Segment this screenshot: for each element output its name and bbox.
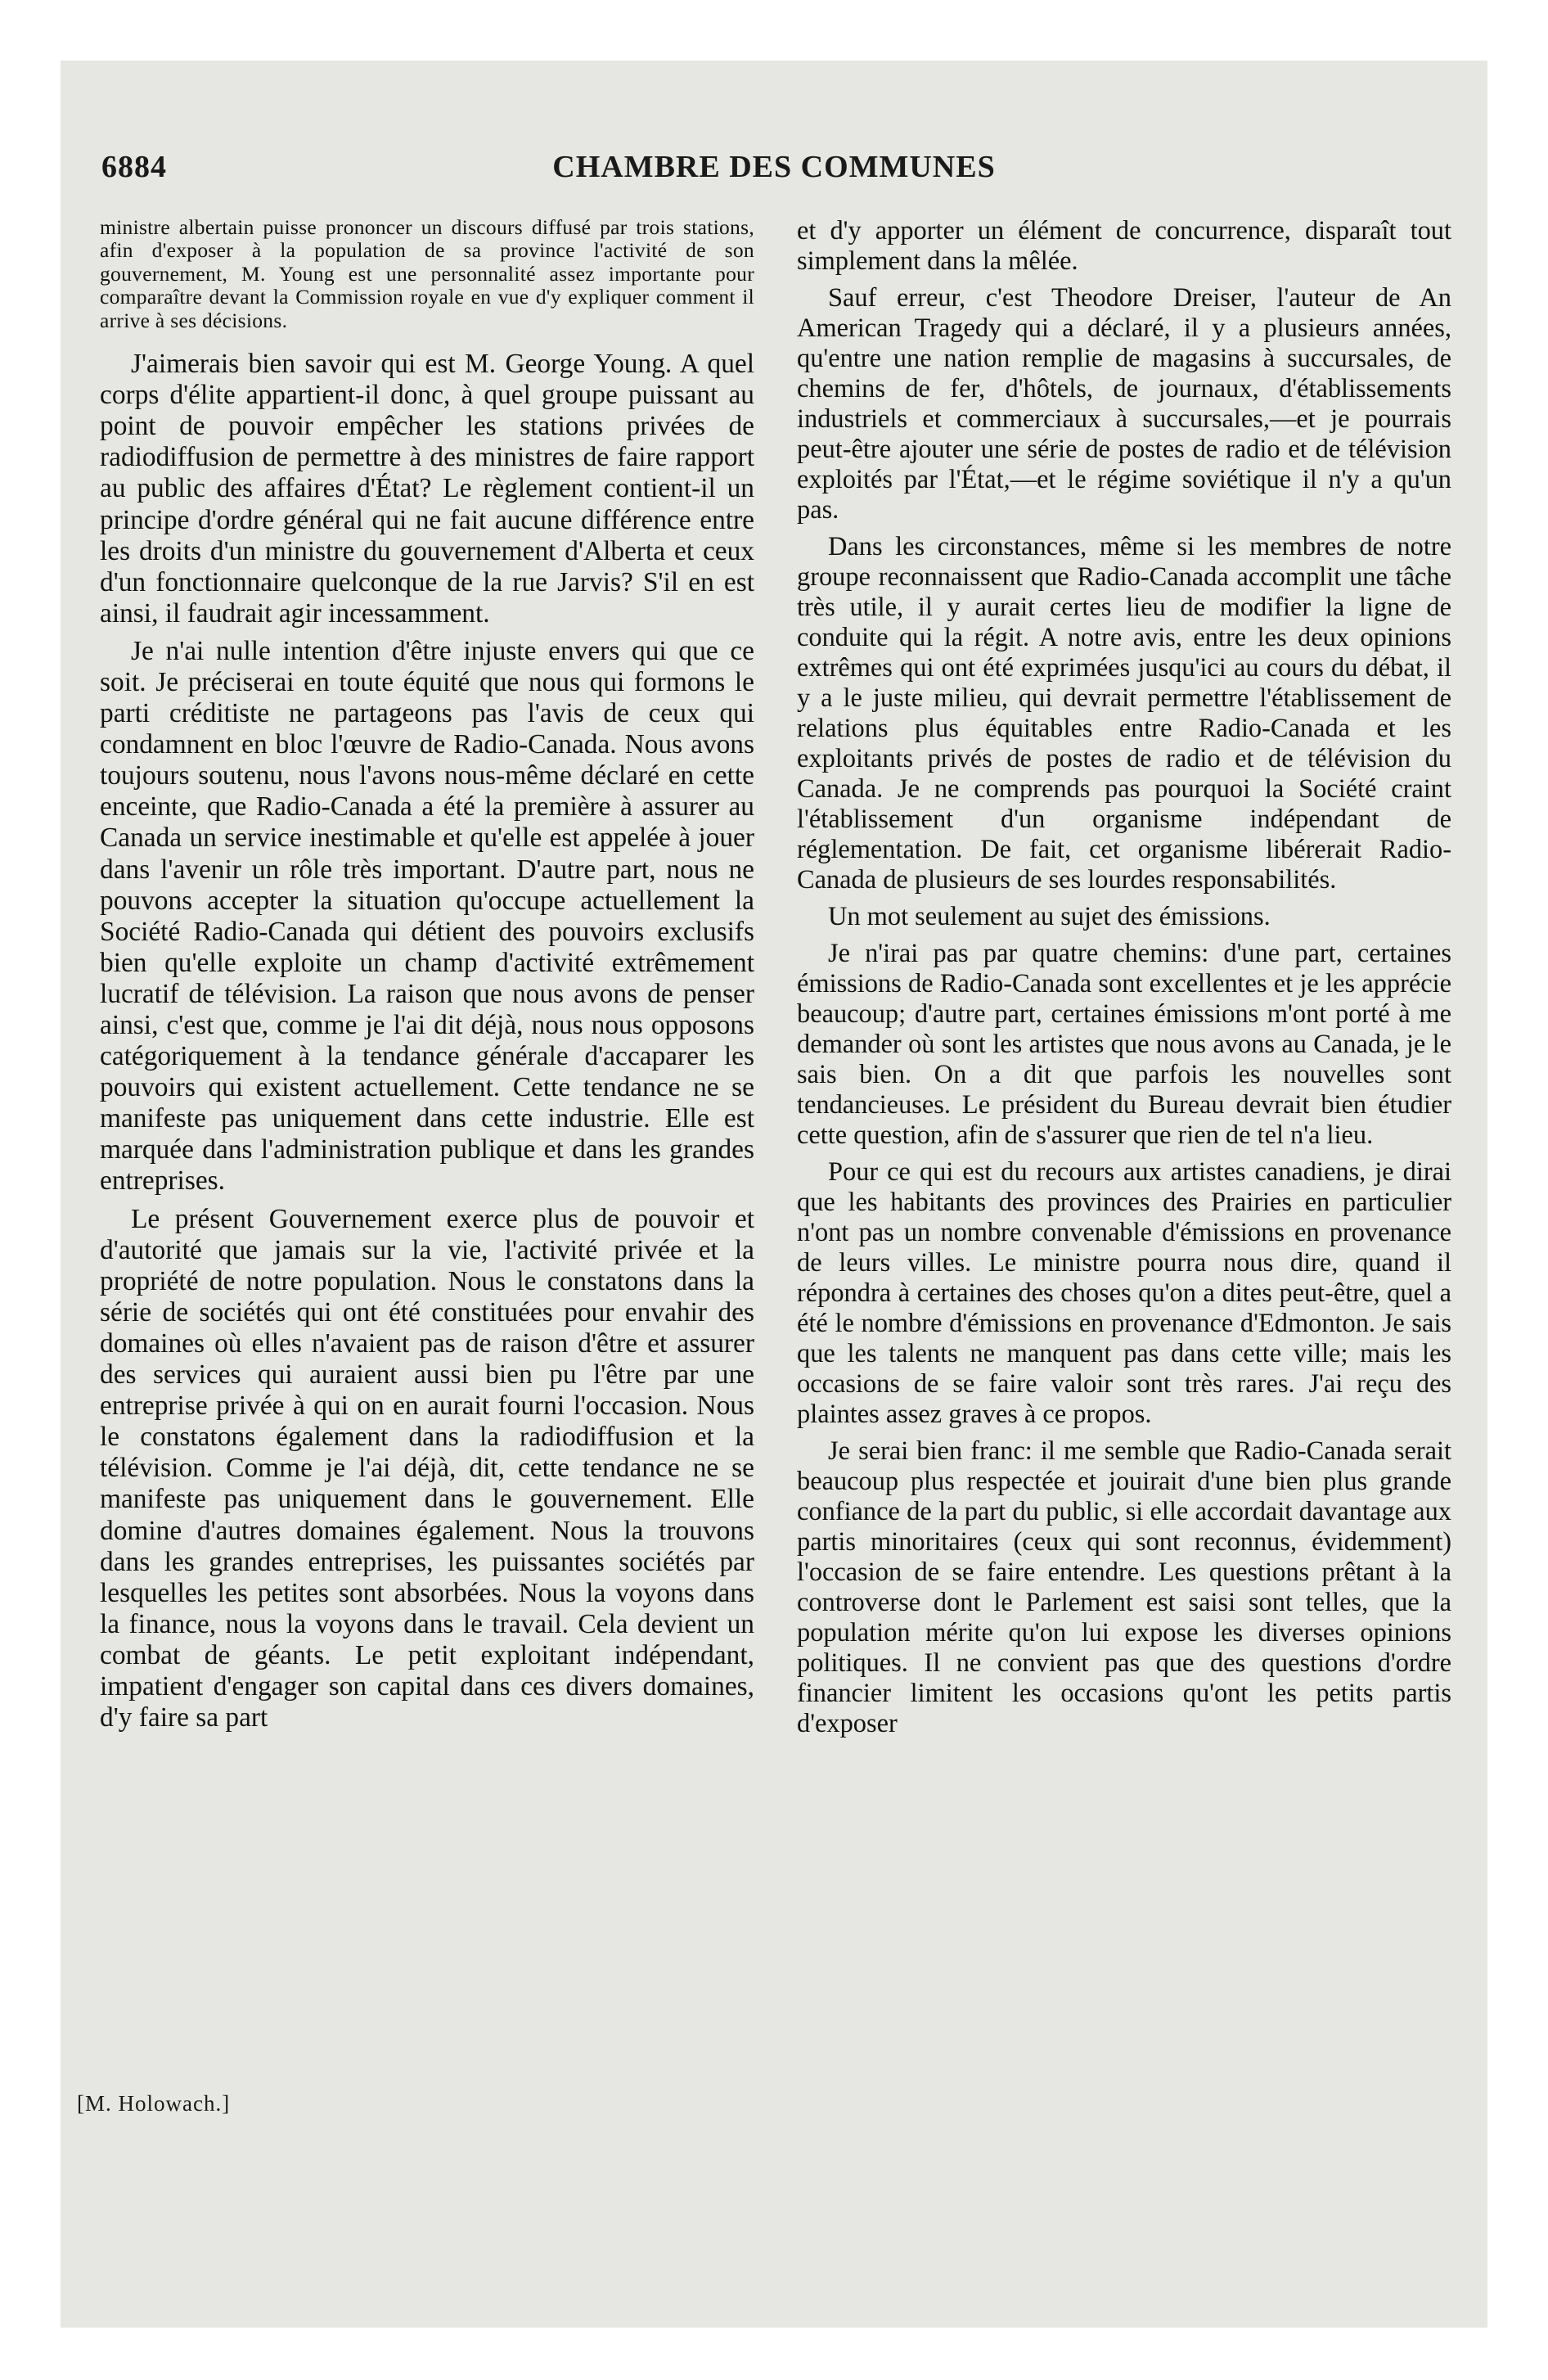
paragraph: Le présent Gouvernement exerce plus de pouvoir et d'autorité que jamais sur la vie, l'activité privée et la propriété de notre population. Nous le constatons dans la série de sociétés qui ont été constituées pour envahir des domaines où elles n'avaient pas de raison d'être et assurer des services qui auraient aussi bien pu l'être par une entreprise privée à qui on en aurait fourni l'occasion. Nous le constatons également dans la radiodiffusion et la télévision. Comme je l'ai déjà, dit, cette tendance ne se manifeste pas uniquement dans le gouvernement. Elle domine d'autres domaines également. Nous la trouvons dans les grandes entreprises, les puissantes sociétés par lesquelles les petites sont absorbées. Nous la voyons dans la finance, nous la voyons dans le travail. Cela devient un combat de géants. Le petit exploitant indépendant, impatient d'engager son capital dans ces divers domaines, d'y faire sa part [100,1203,754,1733]
hansard-page [61,61,1487,2328]
right-column [797,216,1451,1746]
running-title: CHAMBRE DES COMMUNES [552,150,996,184]
paragraph-continuation: et d'y apporter un élément de concurrence, disparaît tout simplement dans la mêlée. [797,216,1451,276]
paragraph: Je serai bien franc: il me semble que Radio-Canada serait beaucoup plus respectée et jouirait d'une bien plus grande confiance de la part du public, si elle accordait davantage aux partis minoritaires (ceux qui sont reconnus, évidemment) l'occasion de se faire entendre. Les questions prêtant à la controverse dont le Parlement est saisi sont telles, que la population mérite qu'on lui expose les diverses opinions politiques. Il ne convient pas que des questions d'ordre financier limitent les occasions qu'ont les petits partis d'exposer [797,1436,1451,1738]
page-header [61,149,1487,198]
page-number: 6884 [101,150,167,184]
paragraph: Pour ce qui est du recours aux artistes canadiens, je dirai que les habitants des provinces des Prairies en particulier n'ont pas un nombre convenable d'émissions en provenance de leurs villes. Le ministre pourra nous dire, quand il répondra à certaines des choses qu'on a dites peut-être, quel a été le nombre d'émissions en provenance d'Edmonton. Je sais que les talents ne manquent pas dans cette ville; mais les occasions de se faire valoir sont très rares. J'ai reçu des plaintes assez graves à ce propos. [797,1157,1451,1429]
paragraph: J'aimerais bien savoir qui est M. George Young. A quel corps d'élite appartient-il donc, à quel groupe puissant au point de pouvoir empêcher les stations privées de radiodiffusion de permettre à des ministres de faire rapport au public des affaires d'État? Le règlement contient-il un principe d'ordre général qui ne fait aucune différence entre les droits d'un ministre du gouvernement d'Alberta et ceux d'un fonctionnaire quelconque de la rue Jarvis? S'il en est ainsi, il faudrait agir incessamment. [100,349,754,629]
paragraph-small-quote: ministre albertain puisse prononcer un discours diffusé par trois stations, afin d'exposer à la population de sa province l'activité de son gouvernement, M. Young est une personnalité assez importante pour comparaître devant la Commission royale en vue d'y expliquer comment il arrive à ses décisions. [100,215,754,332]
paragraph: Un mot seulement au sujet des émissions. [828,902,1271,931]
left-column [100,216,754,1740]
paragraph: Sauf erreur, c'est Theodore Dreiser, l'auteur de An American Tragedy qui a déclaré, il y a plusieurs années, qu'entre une nation remplie de magasins à succursales, de chemins de fer, d'hôtels, de journaux, d'établissements industriels et commerciaux à succursales,—et je pourrais peut-être ajouter une série de postes de radio et de télévision exploités par l'État,—et le régime soviétique il n'y a qu'un pas. [797,283,1451,525]
paragraph: Je n'irai pas par quatre chemins: d'une part, certaines émissions de Radio-Canada sont excellentes et je les apprécie beaucoup; d'autre part, certaines émissions m'ont porté à me demander où sont les artistes que nous avons au Canada, je le sais bien. On a dit que parfois les nouvelles sont tendancieuses. Le président du Bureau devrait bien étudier cette question, afin de s'assurer que rien de tel n'a lieu. [797,939,1451,1150]
paragraph: Je n'ai nulle intention d'être injuste envers qui que ce soit. Je préciserai en toute équité que nous qui formons le parti créditiste ne partageons pas l'avis de ceux qui condamnent en bloc l'œuvre de Radio-Canada. Nous avons toujours soutenu, nous l'avons nous-même déclaré en cette enceinte, que Radio-Canada a été la première à assurer au Canada un service inestimable et qu'elle est appelée à jouer dans l'avenir un rôle très important. D'autre part, nous ne pouvons accepter la situation qu'occupe actuellement la Société Radio-Canada qui détient des pouvoirs exclusifs bien qu'elle exploite un champ d'activité extrêmement lucratif de télévision. La raison que nous avons de penser ainsi, c'est que, comme je l'ai dit déjà, nous nous opposons catégoriquement à la tendance générale d'accaparer les pouvoirs qui existent actuellement. Cette tendance ne se manifeste pas uniquement dans cette industrie. Elle est marquée dans l'administration publique et dans les grandes entreprises. [100,635,754,1197]
speaker-attribution: [M. Holowach.] [77,2091,231,2116]
paragraph: Dans les circonstances, même si les membres de notre groupe reconnaissent que Radio-Canada accomplit une tâche très utile, il y aurait certes lieu de modifier la ligne de conduite qui la régit. A notre avis, entre les deux opinions extrêmes qui ont été exprimées jusqu'ici au cours du débat, il y a le juste milieu, qui devrait permettre l'établissement de relations plus équitables entre Radio-Canada et les exploitants privés de postes de radio et de télévision du Canada. Je ne comprends pas pourquoi la Société craint l'établissement d'un organisme indépendant de réglementation. De fait, cet organisme libérerait Radio-Canada de plusieurs de ses lourdes responsabilités. [797,532,1451,895]
